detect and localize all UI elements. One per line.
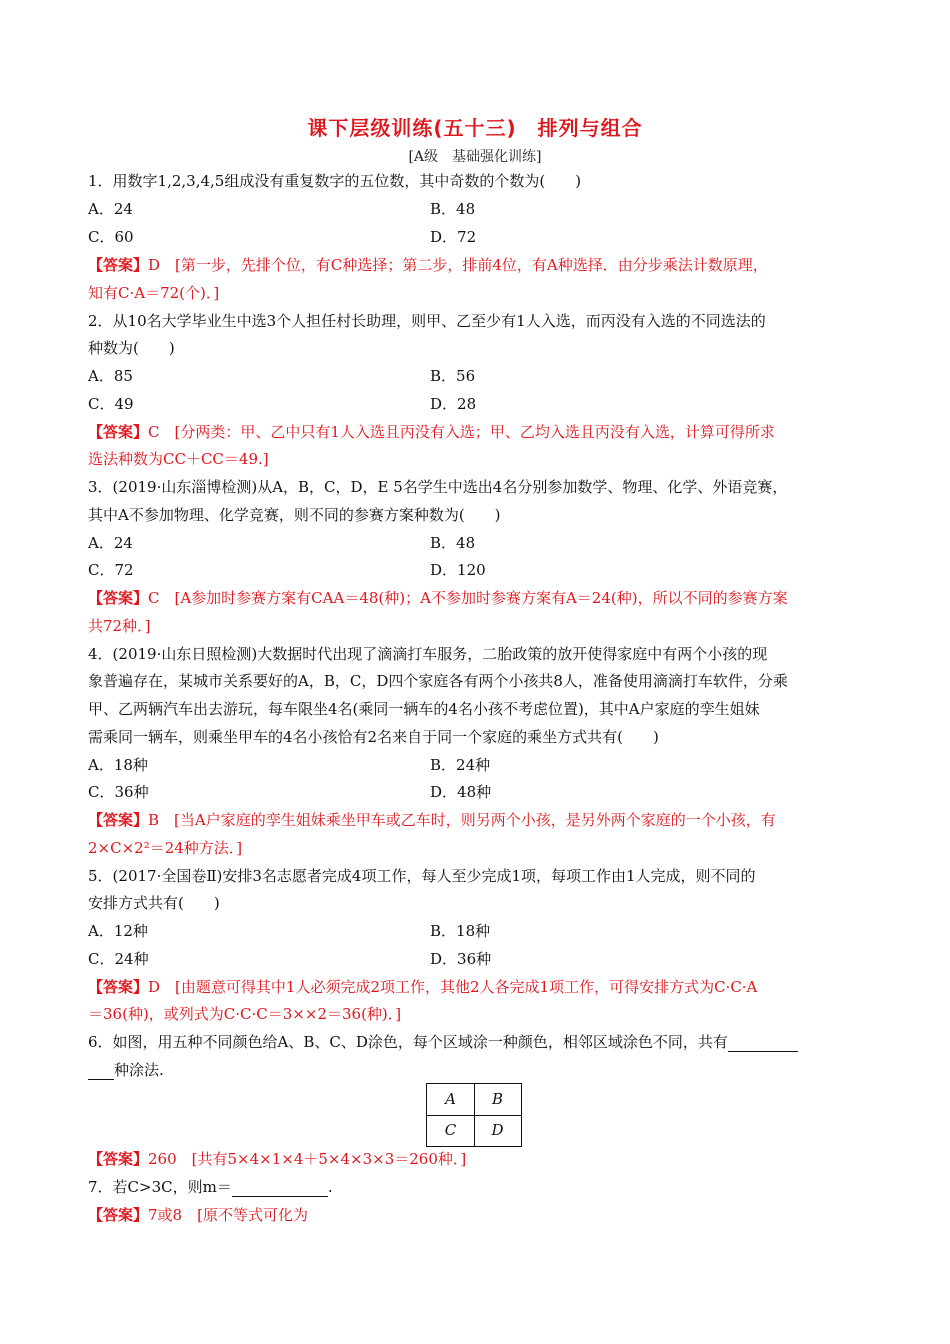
question-3-answer [88,588,868,608]
question-6-stem-tail: 种涂法. [114,1061,164,1079]
question-5-answer [88,977,868,997]
question-4-option-d: D．48种 [430,783,492,801]
region-d-label: D [491,1121,504,1139]
question-5-stem: 5．(2017·全国卷Ⅱ)安排3名志愿者完成4项工作，每人至少完成1项，每项工作由1人完成，则不同的 [88,867,756,885]
question-7-answer-text: 7或8 [原不等式可化为 [148,1206,308,1224]
region-c-label: C [444,1121,457,1139]
question-5-answer-cont: ＝36(种)，或列式为C·C·C＝3××2＝36(种)．] [88,1005,402,1023]
answer-label: 【答案】 [88,1150,149,1168]
question-1-answer-cont: 知有C·A＝72(个)．] [88,284,220,302]
question-3-option-a: A．24 [88,534,133,552]
question-1-answer [88,255,868,275]
question-2-option-a: A．85 [88,367,133,385]
question-5-option-b: B．18种 [430,922,491,940]
question-1-option-a: A．24 [88,200,133,218]
question-4-option-a: A．18种 [88,756,148,774]
answer-label: 【答案】 [88,256,149,274]
question-4-answer [88,810,868,830]
question-4-option-b: B．24种 [430,756,491,774]
question-6-stem-text: 6．如图，用五种不同颜色给A、B、C、D涂色，每个区域涂一种颜色，相邻区域涂色不同，共有 [88,1033,728,1051]
section-subtitle: [A级 基础强化训练] [408,149,542,165]
question-4-stem: 4．(2019·山东日照检测)大数据时代出现了滴滴打车服务，二胎政策的放开使得家庭中有两个小孩的现 [88,645,768,663]
question-7-stem-end: . [327,1178,333,1196]
question-2-stem: 2．从10名大学毕业生中选3个人担任村长助理，则甲、乙至少有1人入选，而丙没有入选的不同选法的 [88,312,766,330]
region-grid-figure [426,1083,522,1147]
question-4-stem-cont-2: 甲、乙两辆汽车出去游玩，每车限坐4名(乘同一辆车的4名小孩不考虑位置)，其中A户家庭的孪生姐妹 [88,700,760,718]
answer-blank[interactable] [728,1035,798,1052]
question-4-answer-text: B [当A户家庭的孪生姐妹乘坐甲车或乙车时，则另两个小孩，是另外两个家庭的一个小孩，有 [148,811,776,829]
question-6-answer [88,1149,868,1169]
question-4-answer-cont: 2×C×2²＝24种方法．] [88,839,243,857]
question-2-answer-cont: 选法种数为CC＋CC＝49.] [88,450,269,468]
question-3-option-b: B．48 [430,534,476,552]
question-2-option-d: D．28 [430,395,477,413]
region-a-label: A [445,1090,456,1108]
answer-label: 【答案】 [88,423,149,441]
question-2-option-b: B．56 [430,367,476,385]
question-3-option-d: D．120 [430,561,486,579]
question-3-answer-cont: 共72种．] [88,617,151,635]
question-2-stem-cont: 种数为( ) [88,339,175,357]
question-2-option-c: C．49 [88,395,134,413]
page-title: 课下层级训练(五十三) 排列与组合 [307,116,643,140]
region-b-label: B [491,1090,504,1108]
grid-horizontal-divider [427,1115,521,1116]
question-6-answer-text: 260 [共有5×4×1×4＋5×4×3×3＝260种．] [148,1150,467,1168]
question-3-stem-cont: 其中A不参加物理、化学竞赛，则不同的参赛方案种数为( ) [88,506,501,524]
question-5-option-c: C．24种 [88,950,149,968]
answer-label: 【答案】 [88,978,149,996]
question-4-option-c: C．36种 [88,783,149,801]
question-7-stem-text: 7．若C>3C，则m＝ [88,1178,232,1196]
answer-label: 【答案】 [88,1206,149,1224]
question-5-option-d: D．36种 [430,950,492,968]
question-6-stem [88,1032,868,1052]
question-1-option-c: C．60 [88,228,134,246]
question-1-answer-text: D [第一步，先排个位，有C种选择；第二步，排前4位，有A种选择．由分步乘法计数原理， [148,256,768,274]
answer-label: 【答案】 [88,811,149,829]
answer-blank-cont [88,1063,114,1080]
question-2-answer [88,422,868,442]
answer-blank[interactable] [232,1180,328,1197]
question-3-answer-text: C [A参加时参赛方案有CAA＝48(种)；A不参加时参赛方案有A＝24(种)，所以不同的参赛方案 [148,589,788,607]
question-7-stem [88,1177,868,1197]
question-7-answer [88,1205,868,1225]
question-4-stem-cont-1: 象普遍存在，某城市关系要好的A，B，C，D四个家庭各有两个小孩共8人，准备使用滴滴打车软件，分乘 [88,672,788,690]
question-5-option-a: A．12种 [88,922,148,940]
question-2-answer-text: C [分两类：甲、乙中只有1人入选且丙没有入选；甲、乙均入选且丙没有入选，计算可得所求 [148,423,775,441]
question-1-option-d: D．72 [430,228,477,246]
question-1-option-b: B．48 [430,200,476,218]
question-1-stem: 1．用数字1,2,3,4,5组成没有重复数字的五位数，其中奇数的个数为( ) [88,172,582,190]
question-5-answer-text: D [由题意可得其中1人必须完成2项工作，其他2人各完成1项工作，可得安排方式为C·C·A [148,978,758,996]
question-3-option-c: C．72 [88,561,134,579]
question-6-stem-cont [88,1060,868,1080]
question-3-stem: 3．(2019·山东淄博检测)从A，B，C，D，E 5名学生中选出4名分别参加数学、物理、化学、外语竞赛， [88,478,788,496]
question-4-stem-cont-3: 需乘同一辆车，则乘坐甲车的4名小孩恰有2名来自于同一个家庭的乘坐方式共有( ) [88,728,659,746]
answer-label: 【答案】 [88,589,149,607]
question-5-stem-cont: 安排方式共有( ) [88,894,220,912]
